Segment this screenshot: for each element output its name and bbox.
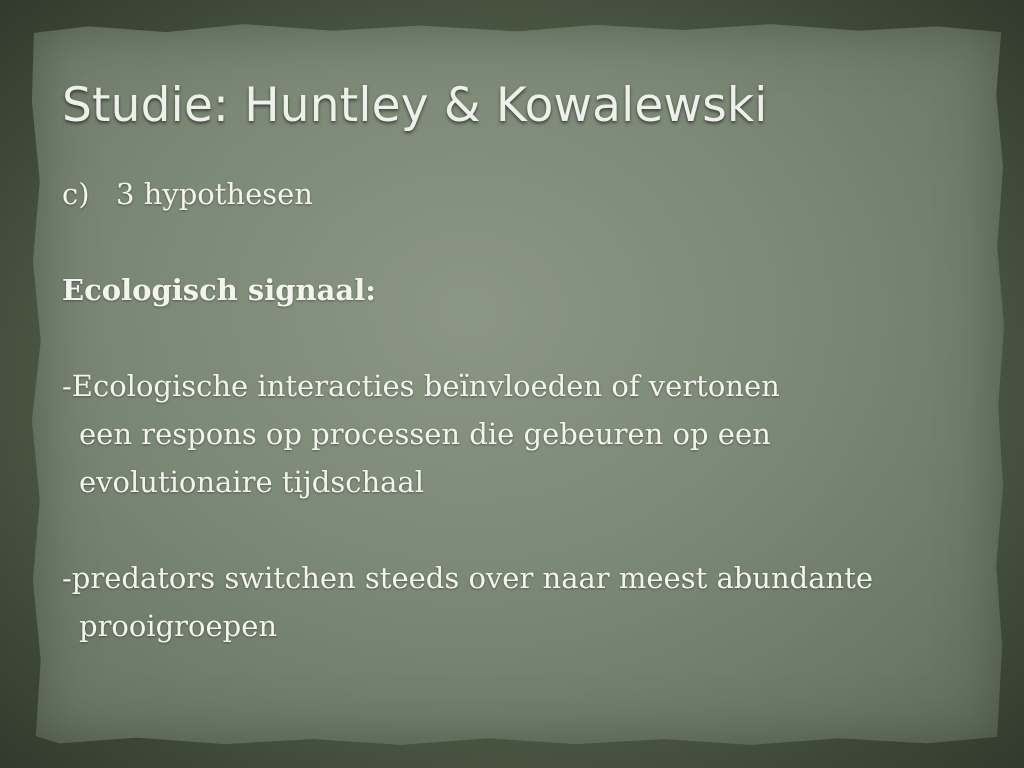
section-heading: Ecologisch signaal: — [62, 273, 376, 307]
bullet2-line1: -predators switchen steeds over naar meest abundante — [62, 561, 874, 595]
bullet1-line2: een respons op processen die gebeuren op een — [79, 417, 771, 451]
bullet2-line2: prooigroepen — [79, 609, 278, 643]
numbered-item — [62, 170, 982, 218]
slide-title: Studie: Huntley & Kowalewski — [62, 78, 768, 133]
slide-body — [62, 170, 982, 650]
bullet1-line3: evolutionaire tijdschaal — [79, 465, 424, 499]
list-item-text: 3 hypothesen — [116, 177, 313, 211]
bullet1-line1: -Ecologische interacties beïnvloeden of vertonen — [62, 369, 780, 403]
list-marker: c) — [62, 177, 90, 211]
